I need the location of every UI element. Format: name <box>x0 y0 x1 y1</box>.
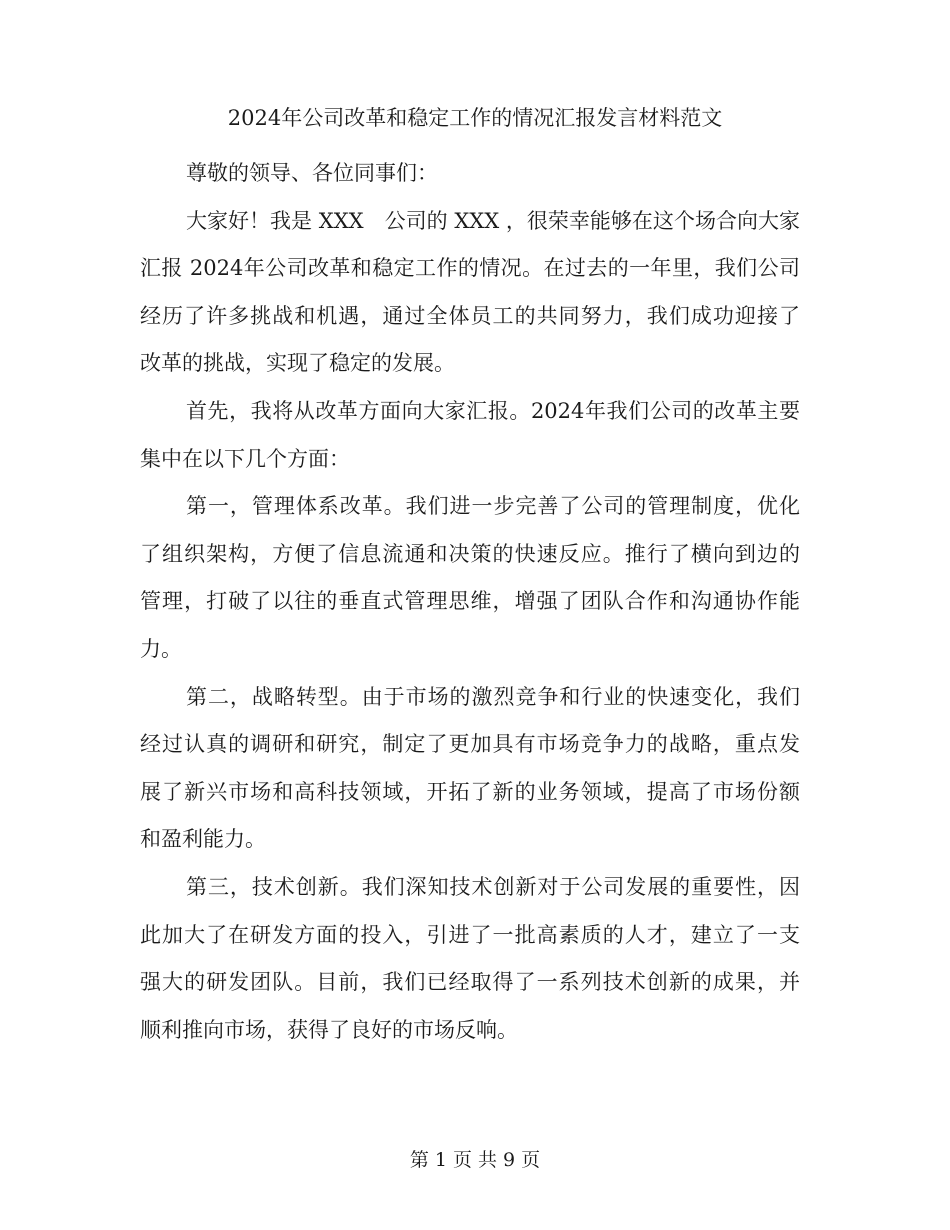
management-reform-paragraph <box>140 483 800 673</box>
text-line: 和盈利能力。 <box>140 827 266 852</box>
text-line: 集中在以下几个方面： <box>140 446 350 471</box>
text-line: 改革的挑战，实现了稳定的发展。 <box>140 351 455 376</box>
text-line: 第一，管理体系改革。我们进一步完善了公司的管理制度，优化 <box>186 494 800 519</box>
text-line: 经过认真的调研和研究，制定了更加具有市场竞争力的战略，重点发 <box>140 732 800 757</box>
text-line: 了组织架构，方便了信息流通和决策的快速反应。推行了横向到边的 <box>140 541 800 566</box>
text-line: 尊敬的领导、各位同事们： <box>186 161 438 185</box>
page-number-footer: 第 1 页 共 9 页 <box>409 1149 541 1171</box>
intro-paragraph <box>140 198 800 388</box>
text-line: 力。 <box>140 636 182 661</box>
text-line: 经历了许多挑战和机遇，通过全体员工的共同努力，我们成功迎接了 <box>140 303 800 328</box>
overview-paragraph <box>140 388 800 483</box>
document-title: 2024年公司改革和稳定工作的情况汇报发言材料范文 <box>227 106 723 130</box>
text-line: 首先，我将从改革方面向大家汇报。2024年我们公司的改革主要 <box>186 398 800 423</box>
text-line: 第二，战略转型。由于市场的激烈竞争和行业的快速变化，我们 <box>186 684 800 709</box>
text-line: 顺利推向市场，获得了良好的市场反响。 <box>140 1017 518 1042</box>
text-line: 此加大了在研发方面的投入，引进了一批高素质的人才，建立了一支 <box>140 922 800 947</box>
strategy-paragraph <box>140 674 800 864</box>
innovation-paragraph <box>140 864 800 1054</box>
text-line: 汇报 2024年公司改革和稳定工作的情况。在过去的一年里，我们公司 <box>140 256 800 281</box>
document-body <box>140 150 800 1054</box>
salutation-paragraph <box>140 150 800 198</box>
text-line: 大家好！我是 XXX 公司的 XXX ，很荣幸能够在这个场合向大家 <box>186 208 800 233</box>
text-line: 第三，技术创新。我们深知技术创新对于公司发展的重要性，因 <box>186 874 800 899</box>
text-line: 展了新兴市场和高科技领域，开拓了新的业务领域，提高了市场份额 <box>140 779 800 804</box>
text-line: 强大的研发团队。目前，我们已经取得了一系列技术创新的成果，并 <box>140 970 800 995</box>
text-line: 管理，打破了以往的垂直式管理思维，增强了团队合作和沟通协作能 <box>140 589 800 614</box>
